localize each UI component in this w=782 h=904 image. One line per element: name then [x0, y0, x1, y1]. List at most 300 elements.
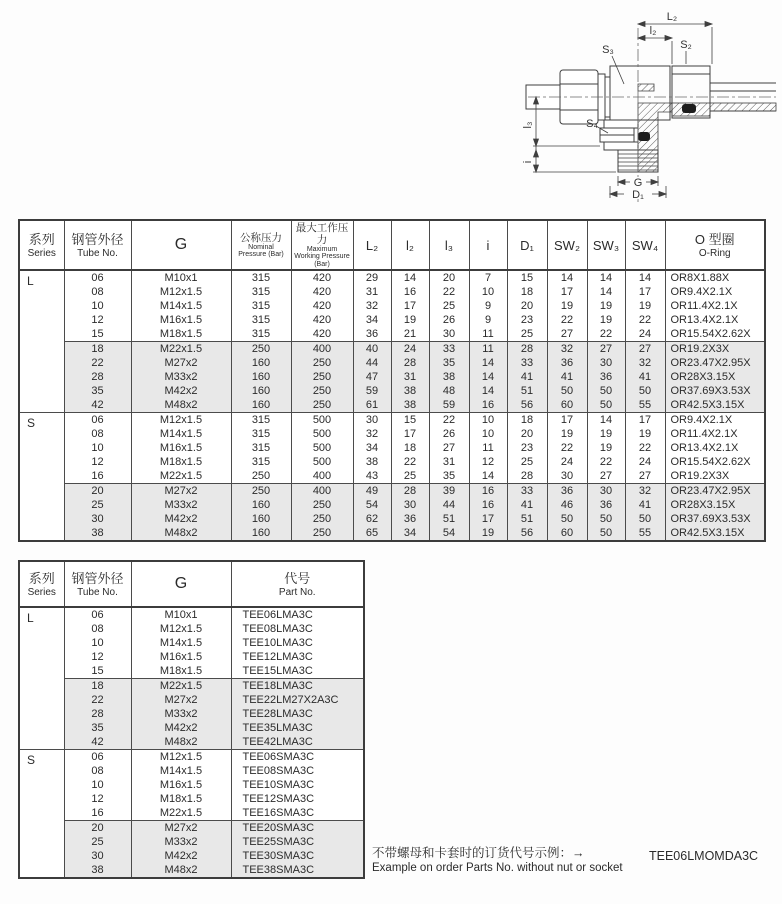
table-cell: TEE28LMA3C	[231, 707, 364, 721]
table-cell: TEE35LMA3C	[231, 721, 364, 735]
table-cell: 38	[64, 863, 131, 878]
table-cell: 250	[231, 484, 291, 499]
table-row	[19, 299, 765, 313]
table-cell: 9	[469, 299, 507, 313]
table-cell: 06	[64, 270, 131, 285]
table-cell: M14x1.5	[131, 636, 231, 650]
table-cell: M18x1.5	[131, 664, 231, 679]
table-row	[19, 469, 765, 484]
table-cell: 61	[353, 398, 391, 413]
table-cell: 27	[429, 441, 469, 455]
table-cell: 31	[353, 285, 391, 299]
table-cell: 14	[625, 270, 665, 285]
table-row	[19, 512, 765, 526]
table-cell: TEE22LM27X2A3C	[231, 693, 364, 707]
table-cell: TEE18LMA3C	[231, 679, 364, 694]
table-cell: 250	[291, 370, 353, 384]
table-cell: 14	[587, 413, 625, 428]
table-row	[19, 327, 765, 342]
table-cell: 315	[231, 299, 291, 313]
table-cell: 35	[429, 469, 469, 484]
table-cell: 315	[231, 327, 291, 342]
table-cell: 08	[64, 427, 131, 441]
table-cell: 500	[291, 441, 353, 455]
table-cell: OR13.4X2.1X	[665, 441, 765, 455]
table-cell: 33	[507, 356, 547, 370]
table-row	[19, 398, 765, 413]
table-cell: 15	[507, 270, 547, 285]
table-cell: 32	[353, 427, 391, 441]
table-cell: 30	[587, 484, 625, 499]
table-cell: 420	[291, 327, 353, 342]
table-cell: 46	[547, 498, 587, 512]
col-header-l2: l₂	[391, 220, 429, 270]
table-cell: 47	[353, 370, 391, 384]
col-header-tube: 钢管外径 Tube No.	[64, 220, 131, 270]
table-cell: 25	[64, 835, 131, 849]
table-row	[19, 384, 765, 398]
table-cell: 36	[547, 484, 587, 499]
table-cell: 7	[469, 270, 507, 285]
table-cell: 160	[231, 384, 291, 398]
table-cell: 23	[507, 313, 547, 327]
table-row	[19, 413, 765, 428]
table-cell: 400	[291, 342, 353, 357]
table-cell: M48x2	[131, 863, 231, 878]
table-row	[19, 664, 364, 679]
table-cell: M14x1.5	[131, 427, 231, 441]
col-header-SW2: SW₂	[547, 220, 587, 270]
table-cell: 160	[231, 356, 291, 370]
table-cell: 19	[469, 526, 507, 541]
table-cell: 10	[64, 636, 131, 650]
table-cell: 22	[64, 693, 131, 707]
table-cell: 50	[547, 384, 587, 398]
table-cell: M16x1.5	[131, 441, 231, 455]
table-cell: 48	[429, 384, 469, 398]
table-cell: 54	[429, 526, 469, 541]
table-cell: 42	[64, 735, 131, 750]
table-cell: 51	[429, 512, 469, 526]
table-cell: 08	[64, 622, 131, 636]
table-cell: M48x2	[131, 398, 231, 413]
table-cell: 420	[291, 313, 353, 327]
table-cell: 16	[64, 806, 131, 821]
table-cell: 19	[587, 299, 625, 313]
table-row	[19, 778, 364, 792]
table-row	[19, 835, 364, 849]
table-cell: M16x1.5	[131, 650, 231, 664]
table-cell: 26	[429, 313, 469, 327]
table-cell: 20	[64, 821, 131, 836]
table-row	[19, 806, 364, 821]
table-row	[19, 455, 765, 469]
table-cell: 27	[625, 342, 665, 357]
table-cell: 28	[507, 342, 547, 357]
table-cell: OR9.4X2.1X	[665, 285, 765, 299]
table-cell: 10	[64, 441, 131, 455]
table-row	[19, 707, 364, 721]
table-cell: 50	[625, 512, 665, 526]
table-cell: 28	[391, 356, 429, 370]
table-cell: 65	[353, 526, 391, 541]
table-cell: TEE10LMA3C	[231, 636, 364, 650]
table-cell: 36	[587, 498, 625, 512]
table-cell: 22	[547, 313, 587, 327]
col-header-D1: D₁	[507, 220, 547, 270]
table-cell: 14	[587, 285, 625, 299]
table-cell: 44	[429, 498, 469, 512]
dim-label-L2: L₂	[666, 11, 678, 23]
table-cell: 12	[64, 313, 131, 327]
table-cell: 14	[587, 270, 625, 285]
table-cell: 315	[231, 441, 291, 455]
table-cell: 41	[625, 498, 665, 512]
table-cell: 55	[625, 526, 665, 541]
table-cell: 500	[291, 455, 353, 469]
table-cell: 36	[547, 356, 587, 370]
table-row	[19, 313, 765, 327]
table-cell: 22	[625, 313, 665, 327]
table-cell: 14	[469, 370, 507, 384]
col-header-i: i	[469, 220, 507, 270]
table-cell: 16	[469, 484, 507, 499]
table-cell: 250	[291, 384, 353, 398]
table-cell: 39	[429, 484, 469, 499]
table-row	[19, 636, 364, 650]
table-row	[19, 441, 765, 455]
table-cell: 16	[64, 469, 131, 484]
table-cell: 38	[391, 398, 429, 413]
table-cell: TEE16SMA3C	[231, 806, 364, 821]
table-cell: 19	[587, 441, 625, 455]
table-cell: 27	[625, 469, 665, 484]
table-cell: 31	[429, 455, 469, 469]
order-note-zh: 不带螺母和卡套时的订货代号示例：→	[372, 846, 585, 860]
table-row	[19, 693, 364, 707]
table-cell: 36	[353, 327, 391, 342]
table-cell: 15	[64, 664, 131, 679]
table-cell: 59	[429, 398, 469, 413]
table-cell: 56	[507, 526, 547, 541]
dimensions-table	[18, 219, 766, 542]
table-cell: 17	[625, 413, 665, 428]
table-cell: 33	[429, 342, 469, 357]
table-cell: 30	[587, 356, 625, 370]
table-cell: 250	[231, 342, 291, 357]
table-cell: 38	[429, 370, 469, 384]
table-cell: 28	[64, 707, 131, 721]
table-cell: 22	[547, 441, 587, 455]
table-cell: TEE06LMA3C	[231, 607, 364, 622]
table-cell: 41	[507, 370, 547, 384]
table-cell: M16x1.5	[131, 778, 231, 792]
table-cell: OR19.2X3X	[665, 342, 765, 357]
table-cell: M48x2	[131, 735, 231, 750]
table-row	[19, 285, 765, 299]
table-row	[19, 863, 364, 878]
table-row	[19, 270, 765, 285]
table-cell: 14	[391, 270, 429, 285]
table-cell: 16	[469, 498, 507, 512]
table-cell: M12x1.5	[131, 413, 231, 428]
table-cell: 22	[429, 413, 469, 428]
table-cell: 38	[64, 526, 131, 541]
table-cell: M48x2	[131, 526, 231, 541]
table-cell: 18	[507, 285, 547, 299]
order-note-en: Example on order Parts No. without nut or socket	[372, 862, 623, 874]
table-cell: 420	[291, 285, 353, 299]
table-row	[19, 498, 765, 512]
table-cell: 250	[291, 498, 353, 512]
table-row	[19, 356, 765, 370]
table-header-row	[19, 561, 364, 607]
example-part-number: TEE06LMOMDA3C	[649, 849, 759, 863]
table-cell: 17	[391, 427, 429, 441]
table-cell: 22	[587, 455, 625, 469]
table-cell: 18	[391, 441, 429, 455]
table-cell: 06	[64, 607, 131, 622]
table-cell: 23	[507, 441, 547, 455]
table-cell: 41	[507, 498, 547, 512]
table-cell: M16x1.5	[131, 313, 231, 327]
table-cell: TEE42LMA3C	[231, 735, 364, 750]
col-header-nominal-pressure: 公称压力 Nominal Pressure (Bar)	[231, 220, 291, 270]
table-row	[19, 735, 364, 750]
table-cell: 27	[547, 327, 587, 342]
table-row	[19, 650, 364, 664]
table-row	[19, 764, 364, 778]
table-cell: 44	[353, 356, 391, 370]
table-cell: OR11.4X2.1X	[665, 427, 765, 441]
table-cell: TEE12LMA3C	[231, 650, 364, 664]
table-cell: 400	[291, 484, 353, 499]
table-cell: 17	[469, 512, 507, 526]
table-cell: 30	[353, 413, 391, 428]
table-cell: 19	[587, 313, 625, 327]
table-cell: 315	[231, 413, 291, 428]
table-cell: 35	[64, 721, 131, 735]
table-row	[19, 342, 765, 357]
table-cell: 08	[64, 764, 131, 778]
dim-label-i: i	[522, 160, 534, 164]
table-cell: M27x2	[131, 356, 231, 370]
dim-label-G: G	[633, 177, 643, 189]
table-cell: 14	[469, 356, 507, 370]
table-row	[19, 821, 364, 836]
table-cell: 25	[64, 498, 131, 512]
table-cell: 19	[547, 299, 587, 313]
table-cell: 500	[291, 427, 353, 441]
table-cell: 32	[625, 484, 665, 499]
table-cell: 12	[64, 455, 131, 469]
table-cell: 50	[587, 398, 625, 413]
table-cell: 06	[64, 750, 131, 765]
col-header-series: 系列 Series	[19, 220, 64, 270]
table-cell: M27x2	[131, 484, 231, 499]
table-cell: M27x2	[131, 693, 231, 707]
col-header-g: G	[131, 561, 231, 607]
table-cell: 19	[391, 313, 429, 327]
table-cell: M22x1.5	[131, 679, 231, 694]
dim-label-l2: l₂	[649, 25, 657, 37]
table-cell: 24	[625, 327, 665, 342]
table-cell: 35	[429, 356, 469, 370]
dim-label-S3: S₃	[602, 44, 614, 56]
table-cell: M10x1	[131, 607, 231, 622]
table-cell: 19	[625, 299, 665, 313]
col-header-series: 系列 Series	[19, 561, 64, 607]
table-cell: 12	[64, 650, 131, 664]
col-header-SW3: SW₃	[587, 220, 625, 270]
table-cell: 34	[353, 313, 391, 327]
table-cell: M27x2	[131, 821, 231, 836]
table-cell: 19	[547, 427, 587, 441]
table-cell: 25	[429, 299, 469, 313]
table-cell: TEE38SMA3C	[231, 863, 364, 878]
table-cell: 50	[625, 384, 665, 398]
table-cell: 14	[469, 384, 507, 398]
table-cell: 16	[469, 398, 507, 413]
table-cell: 16	[391, 285, 429, 299]
table-cell: 250	[231, 469, 291, 484]
table-cell: OR28X3.15X	[665, 498, 765, 512]
table-row	[19, 526, 765, 541]
table-row	[19, 750, 364, 765]
table-cell: 315	[231, 455, 291, 469]
table-cell: 41	[547, 370, 587, 384]
table-cell: 160	[231, 498, 291, 512]
table-cell: 42	[64, 398, 131, 413]
col-header-L2: L₂	[353, 220, 391, 270]
table-cell: TEE20SMA3C	[231, 821, 364, 836]
series-label: S	[19, 413, 64, 542]
table-cell: 33	[507, 484, 547, 499]
table-cell: 11	[469, 342, 507, 357]
table-row	[19, 792, 364, 806]
table-cell: 34	[391, 526, 429, 541]
col-header-oring: O 型圈 O-Ring	[665, 220, 765, 270]
col-header-tube: 钢管外径 Tube No.	[64, 561, 131, 607]
table-cell: 315	[231, 427, 291, 441]
table-cell: 43	[353, 469, 391, 484]
table-cell: M10x1	[131, 270, 231, 285]
table-row	[19, 679, 364, 694]
table-cell: 27	[587, 342, 625, 357]
table-cell: 38	[353, 455, 391, 469]
table-cell: 50	[587, 384, 625, 398]
o-ring-seal-stud	[638, 132, 650, 141]
table-cell: 40	[353, 342, 391, 357]
table-cell: M33x2	[131, 498, 231, 512]
table-cell: 32	[547, 342, 587, 357]
table-cell: 62	[353, 512, 391, 526]
table-row	[19, 721, 364, 735]
table-cell: 15	[64, 327, 131, 342]
table-cell: 25	[507, 455, 547, 469]
table-cell: 160	[231, 370, 291, 384]
table-cell: 28	[507, 469, 547, 484]
table-cell: 30	[429, 327, 469, 342]
table-cell: 22	[429, 285, 469, 299]
table-cell: TEE12SMA3C	[231, 792, 364, 806]
table-cell: 59	[353, 384, 391, 398]
table-cell: 22	[587, 327, 625, 342]
table-cell: 28	[391, 484, 429, 499]
table-cell: 50	[587, 512, 625, 526]
table-row	[19, 370, 765, 384]
table-cell: TEE08LMA3C	[231, 622, 364, 636]
table-cell: 27	[587, 469, 625, 484]
table-cell: OR42.5X3.15X	[665, 526, 765, 541]
table-cell: 14	[547, 270, 587, 285]
table-cell: 22	[391, 455, 429, 469]
table-cell: 10	[469, 413, 507, 428]
fitting-diagram	[520, 0, 782, 206]
table-cell: 30	[64, 512, 131, 526]
table-cell: 51	[507, 384, 547, 398]
table-cell: 18	[507, 413, 547, 428]
table-cell: 20	[507, 427, 547, 441]
table-cell: 17	[547, 413, 587, 428]
table-cell: 18	[64, 679, 131, 694]
table-cell: M22x1.5	[131, 342, 231, 357]
table-cell: 19	[625, 427, 665, 441]
table-cell: M18x1.5	[131, 327, 231, 342]
table-cell: 10	[64, 299, 131, 313]
table-cell: M33x2	[131, 370, 231, 384]
dim-label-D1: D₁	[632, 189, 644, 201]
table-cell: OR28X3.15X	[665, 370, 765, 384]
table-header-row	[19, 220, 765, 270]
table-cell: TEE25SMA3C	[231, 835, 364, 849]
table-cell: 160	[231, 512, 291, 526]
series-label: L	[19, 607, 64, 750]
table-cell: 34	[353, 441, 391, 455]
table-cell: TEE30SMA3C	[231, 849, 364, 863]
table-cell: 31	[391, 370, 429, 384]
table-cell: 51	[507, 512, 547, 526]
table-cell: 250	[291, 526, 353, 541]
table-cell: 41	[625, 370, 665, 384]
col-header-l3: l₃	[429, 220, 469, 270]
table-cell: OR11.4X2.1X	[665, 299, 765, 313]
table-cell: 17	[547, 285, 587, 299]
table-cell: 11	[469, 441, 507, 455]
table-cell: 28	[64, 370, 131, 384]
table-cell: 29	[353, 270, 391, 285]
table-cell: TEE15LMA3C	[231, 664, 364, 679]
table-cell: 49	[353, 484, 391, 499]
table-cell: 26	[429, 427, 469, 441]
table-cell: 22	[64, 356, 131, 370]
series-label: L	[19, 270, 64, 413]
table-cell: 60	[547, 398, 587, 413]
table-cell: 32	[625, 356, 665, 370]
table-cell: OR8X1.88X	[665, 270, 765, 285]
table-cell: OR13.4X2.1X	[665, 313, 765, 327]
table-cell: M42x2	[131, 384, 231, 398]
table-cell: 160	[231, 398, 291, 413]
table-cell: 22	[625, 441, 665, 455]
part-number-table	[18, 560, 365, 879]
table-cell: TEE10SMA3C	[231, 778, 364, 792]
table-cell: 160	[231, 526, 291, 541]
table-cell: 25	[507, 327, 547, 342]
table-cell: OR9.4X2.1X	[665, 413, 765, 428]
table-cell: 25	[391, 469, 429, 484]
table-cell: 56	[507, 398, 547, 413]
